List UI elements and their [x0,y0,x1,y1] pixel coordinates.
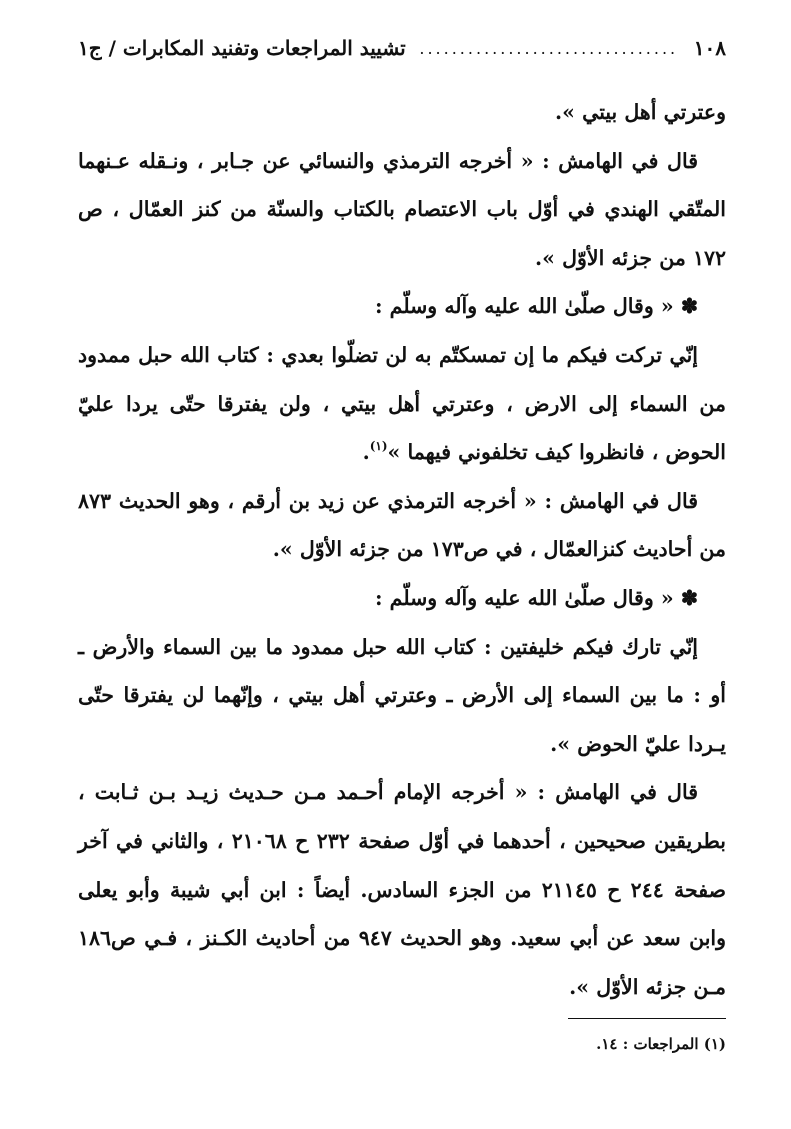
header-leader-dots: ................................ [419,38,679,58]
paragraph-hadith [78,331,726,477]
book-title: تشييد المراجعات وتفنيد المكابرات / ج١ [78,36,406,60]
main-text [78,88,726,1011]
hadith-end-mark: . [362,440,370,465]
paragraph-margin-note: قال في الهامش : « أخرجه الترمذي عن زيد بن أرقم ، وهو الحديث ٨٧٣ من أحاديث كنزالعمّال ، في ص١٧٣ من جزئه الأوّل ». [78,488,726,562]
footnote-divider [568,1018,726,1019]
paragraph-margin-note: قال في الهامش : « أخرجه الإمام أحـمد مـن حـديث زيـد بـن ثـابت ، بطريقين صحيحين ، أحدهما في أوّل صفحة ٢٣٢ ح ٢١٠٦٨ ، والثاني في آخر صفحة ٢٤٤ ح ٢١١٤٥ من الجزء السادس. أيضاً : ابن أبي شيبة وأبو يعلى وابن سعد عن أبي سعيد. وهو الحديث ٩٤٧ من أحاديث الكـنز ، فـي ص١٨٦ مـن جزئه الأوّل ». [78,780,727,999]
footnote: (١) المراجعات : ١٤. [596,1035,726,1053]
running-header [78,30,726,66]
paragraph-margin-note: قال في الهامش : « أخرجه الترمذي والنسائي عن جـابر ، ونـقله عـنهما المتّقي الهندي في أوّل باب الاعتصام بالكتاب والسنّة من كنز العمّال ، ص ١٧٢ من جزئه الأوّل ». [78,148,726,270]
paragraph-hadith-intro: ✽ « وقال صلّىٰ الله عليه وآله وسلّم : [374,585,698,610]
hadith-text: إنّي تركت فيكم ما إن تمسكتّم به لن تضلّوا بعدي : كتاب الله حبل ممدود من السماء إلى الارض ، وعترتي أهل بيتي ، ولن يفترقا حتّى يردا عليّ الحوض ، فانظروا كيف تخلفوني فيهما » [78,342,726,465]
paragraph-continuation: وعترتي أهل بيتي ». [555,100,726,124]
paragraph-hadith-intro: ✽ « وقال صلّىٰ الله عليه وآله وسلّم : [374,294,698,319]
paragraph-hadith: إنّي تارك فيكم خليفتين : كتاب الله حبل ممدود ما بين السماء والأرض ـ أو : ما بين السماء إلى الأرض ـ وعترتي أهل بيتي ، وإنّهما لن يفترقا حتّى يـردا عليّ الحوض ». [78,634,726,756]
footnote-reference[interactable]: (١) [369,439,388,454]
page-number: ١٠٨ [693,36,726,60]
